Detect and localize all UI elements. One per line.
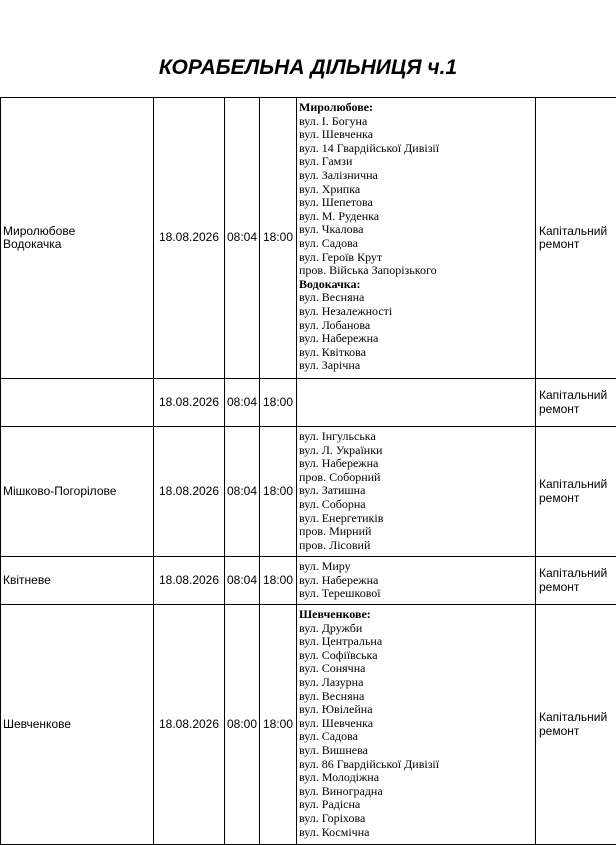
street-name: вул. Інгульська [299, 430, 533, 444]
location-cell [1, 557, 154, 605]
streets-cell [297, 605, 536, 845]
date-cell: 18.08.2026 [154, 605, 225, 845]
reason-cell [536, 557, 616, 605]
street-name: вул. Шевченка [299, 717, 533, 731]
street-name: вул. Вишнева [299, 744, 533, 758]
street-name: вул. Чкалова [299, 223, 533, 237]
street-name: пров. Мирний [299, 525, 533, 539]
street-name: вул. Космічна [299, 826, 533, 840]
street-name: вул. Героїв Крут [299, 251, 533, 265]
location-name: Водокачка [3, 238, 153, 252]
location-cell [1, 379, 154, 427]
street-name: вул. Енергетиків [299, 512, 533, 526]
start-time-cell: 08:00 [225, 605, 260, 845]
location-name: Мішково-Погорілове [3, 485, 153, 499]
street-name: вул. Гамзи [299, 155, 533, 169]
table-row [1, 379, 616, 427]
street-name: вул. Л. Українки [299, 444, 533, 458]
date-cell: 18.08.2026 [154, 427, 225, 557]
streets-cell [297, 557, 536, 605]
street-name: вул. Лобанова [299, 319, 533, 333]
location-name: Миролюбове [3, 225, 153, 239]
reason-cell [536, 427, 616, 557]
street-name: вул. Софіївська [299, 649, 533, 663]
street-name: вул. Весняна [299, 690, 533, 704]
street-name: вул. Дружби [299, 622, 533, 636]
street-name: вул. Центральна [299, 635, 533, 649]
street-name: вул. Лазурна [299, 676, 533, 690]
location-name: Шевченкове [3, 718, 153, 732]
street-name: вул. І. Богуна [299, 115, 533, 129]
street-name: вул. Терешкової [299, 587, 533, 601]
start-time-cell: 08:04 [225, 557, 260, 605]
street-name: вул. Хрипка [299, 183, 533, 197]
street-name: вул. Набережна [299, 457, 533, 471]
table-row [1, 98, 616, 379]
location-name: Квітневе [3, 574, 153, 588]
start-time-cell: 08:04 [225, 379, 260, 427]
reason-text: ремонт [539, 238, 616, 252]
street-name: вул. Миру [299, 560, 533, 574]
street-name: пров. Війська Запорізького [299, 264, 533, 278]
location-cell [1, 98, 154, 379]
street-name: пров. Соборний [299, 471, 533, 485]
end-time-cell: 18:00 [260, 557, 297, 605]
street-name: вул. Набережна [299, 574, 533, 588]
street-name: вул. Шепетова [299, 196, 533, 210]
reason-text: ремонт [539, 403, 616, 417]
end-time-cell: 18:00 [260, 427, 297, 557]
reason-cell [536, 379, 616, 427]
streets-cell [297, 427, 536, 557]
street-name: вул. Соборна [299, 498, 533, 512]
end-time-cell: 18:00 [260, 98, 297, 379]
table-body [1, 98, 616, 845]
streets-cell [297, 379, 536, 427]
reason-cell [536, 98, 616, 379]
street-name: вул. Садова [299, 730, 533, 744]
reason-text: Капітальний [539, 225, 616, 239]
date-cell: 18.08.2026 [154, 379, 225, 427]
street-name: вул. 14 Гвардійської Дивізії [299, 142, 533, 156]
start-time-cell: 08:04 [225, 98, 260, 379]
reason-text: ремонт [539, 725, 616, 739]
street-name: вул. Затишна [299, 484, 533, 498]
settlement-heading: Миролюбове: [299, 101, 533, 115]
street-name: вул. Весняна [299, 291, 533, 305]
reason-text: Капітальний [539, 567, 616, 581]
street-name: вул. Молодіжна [299, 771, 533, 785]
street-name: вул. Набережна [299, 332, 533, 346]
location-cell [1, 427, 154, 557]
page-title: КОРАБЕЛЬНА ДІЛЬНИЦЯ ч.1 [0, 56, 616, 80]
street-name: вул. Зарічна [299, 359, 533, 373]
street-name: вул. 86 Гвардійської Дивізії [299, 758, 533, 772]
start-time-cell: 08:04 [225, 427, 260, 557]
table-row [1, 557, 616, 605]
location-cell [1, 605, 154, 845]
street-name: вул. Ювілейна [299, 703, 533, 717]
streets-cell [297, 98, 536, 379]
street-name: вул. Квіткова [299, 346, 533, 360]
reason-text: Капітальний [539, 478, 616, 492]
end-time-cell: 18:00 [260, 379, 297, 427]
street-name: пров. Лісовий [299, 539, 533, 553]
street-name: вул. Садова [299, 237, 533, 251]
street-name: вул. Шевченка [299, 128, 533, 142]
reason-text: Капітальний [539, 711, 616, 725]
settlement-heading: Водокачка: [299, 278, 533, 292]
street-name: вул. Радісна [299, 798, 533, 812]
street-name: вул. Сонячна [299, 662, 533, 676]
table-row [1, 605, 616, 845]
reason-text: ремонт [539, 581, 616, 595]
street-name: вул. М. Руденка [299, 210, 533, 224]
date-cell: 18.08.2026 [154, 557, 225, 605]
street-name: вул. Залізнична [299, 169, 533, 183]
reason-text: ремонт [539, 492, 616, 506]
reason-cell [536, 605, 616, 845]
date-cell: 18.08.2026 [154, 98, 225, 379]
street-name: вул. Горіхова [299, 812, 533, 826]
outage-schedule-table [0, 97, 616, 845]
street-name: вул. Незалежності [299, 305, 533, 319]
street-name: вул. Виноградна [299, 785, 533, 799]
settlement-heading: Шевченкове: [299, 608, 533, 622]
end-time-cell: 18:00 [260, 605, 297, 845]
reason-text: Капітальний [539, 389, 616, 403]
table-row [1, 427, 616, 557]
